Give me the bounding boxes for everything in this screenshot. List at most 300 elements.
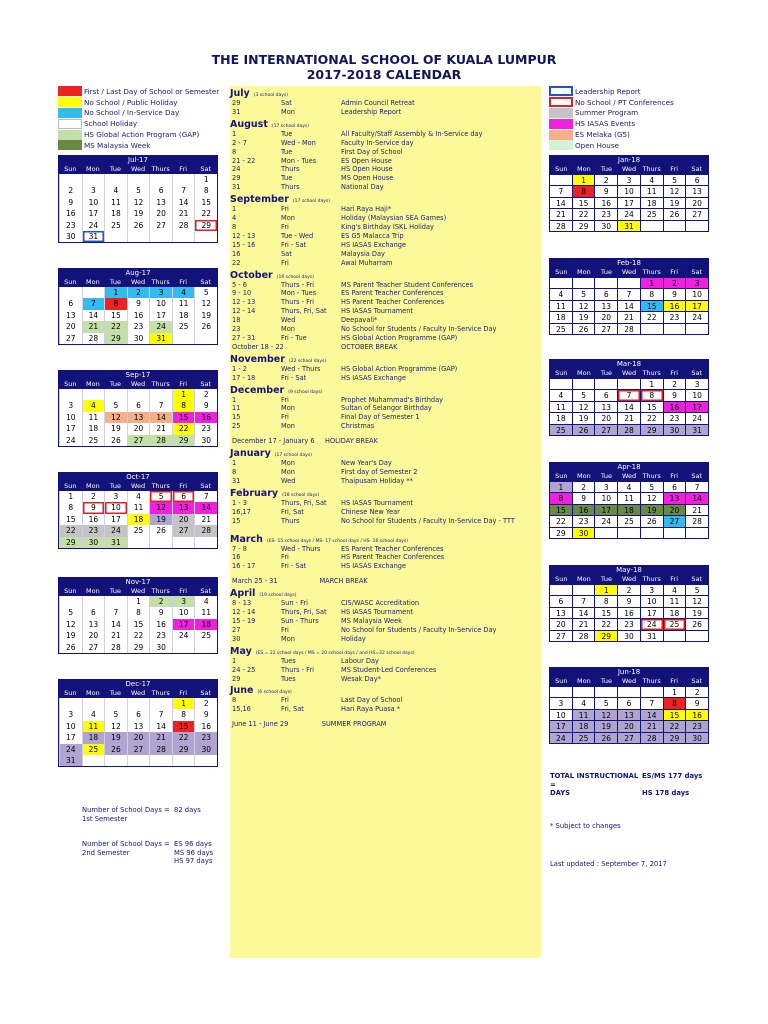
legend-swatch [58, 97, 82, 107]
day-cell: 22 [172, 423, 195, 434]
event-date: 15 [232, 413, 241, 422]
week-row [550, 686, 708, 697]
day-cell: 19 [104, 732, 127, 743]
legend-swatch [549, 119, 573, 129]
day-cell: 15 [664, 709, 687, 720]
day-cell: 22 [194, 208, 217, 219]
day-cell: 2 [127, 287, 150, 298]
event-weekday: Mon [281, 214, 295, 223]
day-cell: 18 [82, 423, 105, 434]
event-row [230, 553, 541, 562]
event-title: MS Parent Teacher Student Conferences [341, 280, 474, 289]
event-row [230, 422, 541, 431]
day-cell: 22 [550, 515, 573, 526]
event-title: Wesak Day* [341, 674, 381, 683]
day-cell: 15 [641, 300, 664, 311]
event-row [230, 232, 541, 241]
week-row [59, 502, 217, 513]
week-row [550, 412, 708, 423]
day-cell: 14 [573, 607, 596, 618]
day-cell: 16 [595, 197, 618, 208]
event-weekday: Thurs [281, 516, 300, 525]
event-date: 16,17 [232, 507, 251, 516]
day-cell: 10 [82, 197, 105, 208]
weekday-header [59, 689, 217, 698]
event-row [230, 396, 541, 405]
day-cell: 19 [127, 208, 150, 219]
legend-item [58, 86, 228, 97]
empty-cell [104, 231, 127, 242]
week-row [550, 481, 708, 492]
day-cell: 22 [104, 321, 127, 332]
empty-cell [82, 596, 105, 607]
event-weekday: Mon [281, 422, 295, 431]
day-cell: 20 [149, 208, 172, 219]
empty-cell [82, 698, 105, 709]
week-row [59, 197, 217, 208]
day-cell: 26 [664, 208, 687, 219]
event-weekday: Mon - Tues [281, 156, 317, 165]
day-cell: 20 [664, 504, 687, 515]
day-cell: 22 [595, 618, 618, 629]
day-cell: 10 [595, 492, 618, 503]
month-heading [230, 534, 541, 545]
day-cell: 8 [172, 400, 195, 411]
day-cell: 16 [127, 310, 150, 321]
event-weekday: Fri - Tue [281, 333, 307, 342]
event-date: 15 - 19 [232, 616, 256, 625]
day-cell: 7 [82, 298, 105, 309]
day-cell: 25 [664, 618, 687, 629]
empty-cell [618, 527, 641, 538]
empty-cell [172, 642, 195, 653]
week-row [59, 435, 217, 446]
day-cell: 6 [59, 298, 82, 309]
day-cell: 4 [194, 596, 217, 607]
day-cell: 30 [618, 630, 641, 641]
day-cell: 14 [149, 412, 172, 423]
month-name: September [230, 194, 289, 206]
weekday-label: Thurs [151, 689, 170, 697]
event-row [230, 696, 541, 705]
day-cell: 23 [127, 321, 150, 332]
empty-cell [59, 389, 82, 400]
totals-label: TOTAL INSTRUCTIONAL = [550, 772, 639, 789]
title-line-1: THE INTERNATIONAL SCHOOL OF KUALA LUMPUR [211, 52, 557, 67]
day-cell: 4 [641, 174, 664, 185]
empty-cell [172, 231, 195, 242]
sem2-sub: 2nd Semester [82, 848, 130, 857]
day-cell: 25 [127, 525, 150, 536]
day-cell: 28 [149, 744, 172, 755]
legend-label: Summer Program [575, 108, 639, 118]
day-cell: 17 [595, 504, 618, 515]
day-cell: 1 [194, 174, 217, 185]
event-title: MS Open House [341, 174, 394, 183]
day-cell: 19 [149, 514, 172, 525]
legend-label: School Holiday [84, 119, 138, 129]
break-note: March 25 - 31 MARCH BREAK [232, 577, 368, 586]
day-cell: 7 [550, 185, 573, 196]
week-row [59, 721, 217, 732]
event-row [230, 657, 541, 666]
month-heading [230, 270, 541, 281]
month-calendar [549, 667, 709, 744]
empty-cell [573, 378, 596, 389]
empty-cell [550, 378, 573, 389]
empty-cell [550, 174, 573, 185]
event-weekday: Tue - Wed [281, 231, 314, 240]
day-cell: 14 [172, 197, 195, 208]
day-cell: 25 [573, 732, 596, 743]
day-cell: 3 [618, 174, 641, 185]
week-row [59, 619, 217, 630]
day-cell: 7 [149, 400, 172, 411]
week-row [59, 642, 217, 653]
day-cell: 9 [664, 389, 687, 400]
empty-cell [618, 277, 641, 288]
day-cell: 25 [618, 515, 641, 526]
month-title: Mar-18 [616, 360, 642, 368]
week-row [550, 697, 708, 708]
day-cell: 4 [172, 287, 195, 298]
week-row [550, 185, 708, 196]
month-heading [230, 119, 541, 130]
semester-1-days [82, 806, 201, 823]
weekday-label: Sun [64, 482, 77, 490]
day-cell: 14 [149, 721, 172, 732]
legend-item [549, 118, 734, 129]
day-cell: 3 [595, 481, 618, 492]
day-cell: 23 [664, 311, 687, 322]
event-date: 31 [232, 476, 241, 485]
week-row [550, 378, 708, 389]
month-heading [230, 646, 541, 657]
day-cell: 18 [550, 412, 573, 423]
event-weekday: Wed - Thurs [281, 364, 321, 373]
week-row [550, 401, 708, 412]
day-cell: 1 [59, 491, 82, 502]
event-weekday: Fri [281, 696, 289, 705]
event-row [230, 223, 541, 232]
month-heading [230, 194, 541, 205]
event-weekday: Tues [281, 656, 296, 665]
event-date: 2 - 7 [232, 138, 247, 147]
day-cell: 20 [127, 423, 150, 434]
day-cell: 15 [172, 721, 195, 732]
day-cell: 24 [550, 732, 573, 743]
weekday-label: Tue [600, 472, 612, 480]
day-cell: 24 [104, 525, 127, 536]
day-cell: 19 [641, 504, 664, 515]
event-weekday: Sun - Fri [281, 599, 308, 608]
event-title: ES Open House [341, 156, 392, 165]
weekday-label: Sun [64, 587, 77, 595]
day-cell: 27 [686, 208, 708, 219]
month-heading [230, 488, 541, 499]
day-cell: 13 [82, 619, 105, 630]
weekday-label: Sun [555, 268, 568, 276]
empty-cell [149, 537, 172, 548]
event-title: HS IASAS Exchange [341, 562, 407, 571]
week-row [59, 607, 217, 618]
day-cell: 28 [618, 424, 641, 435]
empty-cell [149, 389, 172, 400]
day-cell: 20 [618, 720, 641, 731]
month-title: Oct-17 [126, 473, 150, 481]
day-cell: 17 [59, 732, 82, 743]
day-cell: 25 [82, 744, 105, 755]
event-weekday: Mon [281, 634, 295, 643]
week-row [59, 709, 217, 720]
event-row [230, 298, 541, 307]
event-title: CIS/WASC Accreditation [341, 599, 420, 608]
weekday-label: Sat [200, 482, 212, 490]
weekday-label: Mon [577, 165, 591, 173]
totals-sub: DAYS [550, 789, 571, 797]
day-cell: 3 [686, 277, 708, 288]
day-cell: 1 [641, 378, 664, 389]
week-row [550, 515, 708, 526]
day-cell: 2 [82, 491, 105, 502]
day-cell: 24 [59, 435, 82, 446]
event-row [230, 365, 541, 374]
weekday-label: Fri [670, 677, 679, 685]
event-date: 8 [232, 468, 237, 476]
week-row [59, 412, 217, 423]
month-title: Dec-17 [125, 680, 151, 688]
day-cell: 27 [595, 424, 618, 435]
school-days: (17 school days) [292, 199, 331, 205]
empty-cell [172, 174, 195, 185]
day-cell: 5 [573, 288, 596, 299]
weekday-label: Fri [179, 278, 188, 286]
empty-cell [172, 333, 195, 344]
day-cell: 24 [686, 311, 708, 322]
day-cell: 7 [573, 595, 596, 606]
day-cell: 28 [686, 515, 708, 526]
empty-cell [82, 174, 105, 185]
empty-cell [664, 323, 687, 334]
break-note: December 17 - January 6 HOLIDAY BREAK [232, 437, 378, 446]
weekday-label: Sun [555, 369, 568, 377]
school-days: (9 school days) [288, 389, 323, 395]
month-title: Sep-17 [125, 371, 151, 379]
event-row [230, 148, 541, 157]
day-cell: 29 [194, 220, 217, 231]
day-cell: 20 [595, 311, 618, 322]
day-cell: 4 [82, 400, 105, 411]
day-cell: 1 [104, 287, 127, 298]
weekday-label: Tue [600, 165, 612, 173]
school-days: (17 school days) [271, 123, 310, 129]
day-cell: 30 [59, 231, 82, 242]
day-cell: 28 [104, 642, 127, 653]
event-title: HS Open House [341, 165, 393, 174]
day-cell: 25 [104, 220, 127, 231]
day-cell: 18 [664, 607, 687, 618]
event-date: 4 [232, 214, 237, 223]
event-row [230, 374, 541, 383]
day-cell: 30 [664, 424, 687, 435]
day-cell: 6 [127, 709, 150, 720]
week-row [550, 504, 708, 515]
event-date: 27 [232, 625, 241, 634]
weekday-header [550, 677, 708, 686]
day-cell: 3 [641, 584, 664, 595]
event-date: 31 [232, 183, 241, 192]
event-title: Admin Council Retreat [341, 99, 415, 107]
week-row [59, 298, 217, 309]
event-row [230, 626, 541, 635]
event-date: 12 - 13 [232, 231, 256, 240]
day-cell: 1 [595, 584, 618, 595]
day-cell: 21 [149, 732, 172, 743]
event-date: 16 - 17 [232, 562, 256, 571]
day-cell: 17 [104, 514, 127, 525]
week-row [59, 185, 217, 196]
weekday-label: Fri [179, 587, 188, 595]
day-cell: 4 [550, 288, 573, 299]
event-date: 5 - 6 [232, 280, 247, 289]
event-weekday: Mon [281, 459, 295, 468]
event-title: MS Student-Led Conferences [341, 665, 437, 674]
day-cell: 26 [573, 424, 596, 435]
day-cell: 18 [618, 504, 641, 515]
day-cell: 12 [104, 721, 127, 732]
event-row [230, 259, 541, 268]
day-cell: 3 [104, 491, 127, 502]
day-cell: 20 [550, 618, 573, 629]
week-row [59, 389, 217, 400]
day-cell: 21 [194, 514, 217, 525]
day-cell: 5 [573, 389, 596, 400]
empty-cell [127, 755, 150, 766]
week-row [550, 527, 708, 538]
week-row [59, 525, 217, 536]
month-heading [230, 385, 541, 396]
day-cell: 5 [686, 584, 708, 595]
day-cell: 24 [82, 220, 105, 231]
day-cell: 12 [573, 401, 596, 412]
empty-cell [149, 698, 172, 709]
day-cell: 27 [550, 630, 573, 641]
day-cell: 27 [82, 642, 105, 653]
weekday-label: Sun [555, 677, 568, 685]
week-row [550, 288, 708, 299]
event-title: HS Global Action Programme (GAP) [341, 333, 458, 342]
month-name: February [230, 487, 279, 499]
day-cell: 2 [686, 686, 708, 697]
day-cell: 19 [595, 720, 618, 731]
event-row [230, 214, 541, 223]
week-row [59, 287, 217, 298]
weekday-label: Fri [179, 689, 188, 697]
weekday-label: Tue [109, 482, 121, 490]
day-cell: 12 [104, 412, 127, 423]
event-weekday: Thurs [281, 183, 300, 192]
day-cell: 18 [82, 732, 105, 743]
day-cell: 10 [149, 298, 172, 309]
month-heading [230, 588, 541, 599]
event-weekday: Wed [281, 476, 296, 485]
day-cell: 7 [104, 607, 127, 618]
weekday-label: Sun [64, 689, 77, 697]
day-cell: 12 [59, 619, 82, 630]
school-days: (22 school days) [288, 358, 327, 364]
day-cell: 18 [127, 514, 150, 525]
day-cell: 18 [573, 720, 596, 731]
week-row [550, 300, 708, 311]
month-name: May [230, 645, 252, 657]
week-row [59, 732, 217, 743]
day-cell: 15 [194, 197, 217, 208]
week-row [550, 618, 708, 629]
day-cell: 12 [641, 492, 664, 503]
week-row [59, 231, 217, 242]
event-title: HS Parent Teacher Conferences [341, 553, 445, 562]
event-title: HS Parent Teacher Conferences [341, 298, 445, 307]
subject-note: * Subject to changes [550, 821, 621, 830]
event-row [230, 281, 541, 290]
day-cell: 5 [104, 709, 127, 720]
weekday-label: Sat [691, 677, 703, 685]
day-cell: 3 [82, 185, 105, 196]
event-title: Christmas [341, 422, 375, 431]
event-row [230, 157, 541, 166]
day-cell: 14 [686, 492, 708, 503]
event-date: 12 - 13 [232, 298, 256, 307]
event-weekday: Mon [281, 468, 295, 476]
event-date: 8 [232, 147, 237, 156]
day-cell: 15 [595, 607, 618, 618]
empty-cell [127, 231, 150, 242]
weekday-label: Mon [86, 278, 100, 286]
day-cell: 22 [641, 311, 664, 322]
event-date: 24 [232, 165, 241, 174]
empty-cell [641, 220, 664, 231]
event-title: Thaipusam Holiday ** [341, 476, 413, 485]
day-cell: 11 [194, 607, 217, 618]
event-title: Malaysia Day [341, 249, 385, 258]
day-cell: 30 [127, 333, 150, 344]
event-row [230, 517, 541, 526]
totals-hs: HS 178 days [642, 789, 690, 797]
sem2-es: ES 96 days [174, 840, 212, 848]
event-weekday: Thurs - Fri [281, 298, 314, 307]
day-cell: 14 [550, 197, 573, 208]
day-cell: 18 [194, 619, 217, 630]
day-cell: 13 [127, 721, 150, 732]
day-cell: 30 [686, 732, 708, 743]
weekday-label: Wed [130, 482, 146, 490]
month-calendar [58, 472, 218, 549]
event-row [230, 165, 541, 174]
day-cell: 13 [127, 412, 150, 423]
event-title: HS IASAS Tournament [341, 307, 413, 316]
legend-item [549, 86, 734, 97]
month-title: Jun-18 [617, 668, 641, 676]
legend-item [58, 140, 228, 151]
day-cell: 8 [641, 389, 664, 400]
day-cell: 4 [104, 185, 127, 196]
weekday-label: Sun [64, 278, 77, 286]
event-row [230, 307, 541, 316]
day-cell: 30 [149, 642, 172, 653]
day-cell: 17 [82, 208, 105, 219]
day-cell: 29 [104, 333, 127, 344]
day-cell: 2 [595, 174, 618, 185]
